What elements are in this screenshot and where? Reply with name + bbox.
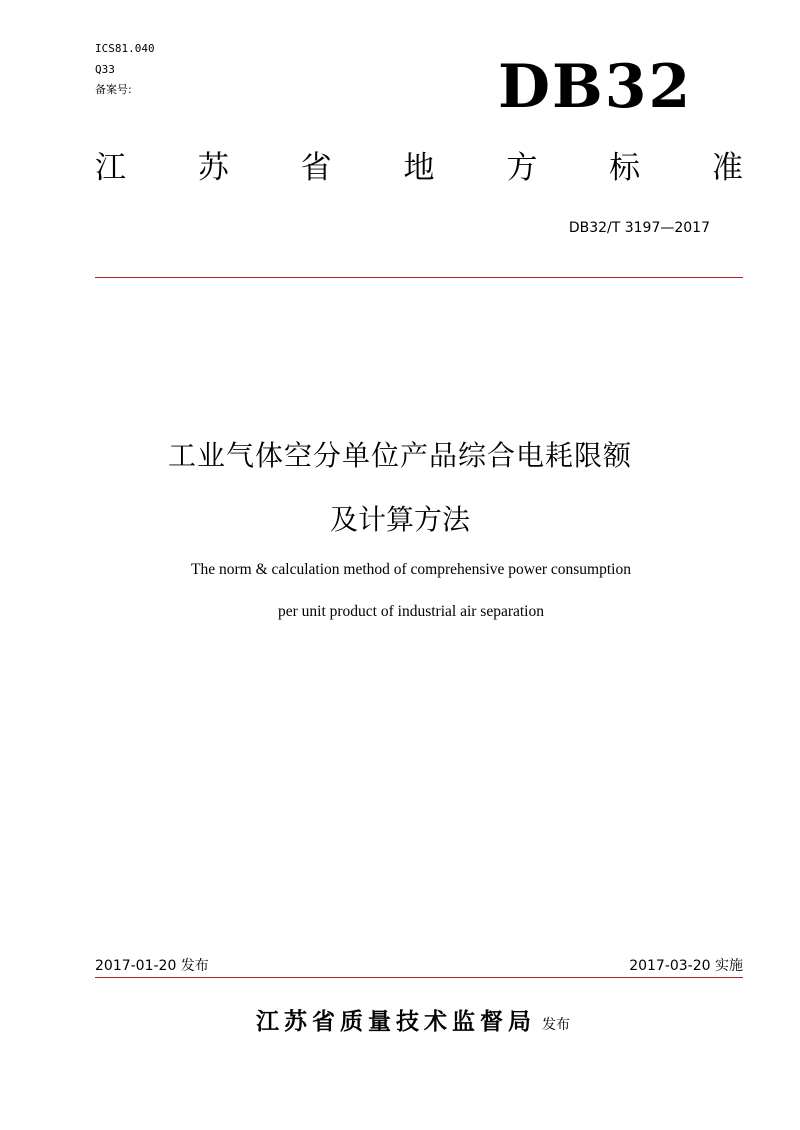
standard-logo: DB32 (498, 52, 693, 122)
ccs-code: Q33 (95, 63, 115, 76)
implementation-date: 2017-03-20 实施 (629, 958, 743, 974)
ics-code: ICS81.040 (95, 42, 155, 55)
publisher (0, 1003, 800, 1036)
title-cn-line2: 及计算方法 (329, 503, 470, 536)
top-divider (95, 277, 743, 278)
standard-type-char: 苏 (197, 150, 229, 186)
standard-type-char: 标 (609, 150, 641, 186)
standard-type-char: 准 (711, 150, 743, 186)
issue-date: 2017-01-20 发布 (95, 958, 209, 974)
bottom-divider (95, 977, 743, 978)
standard-type-char: 方 (506, 150, 538, 186)
title-en-line1: The norm & calculation method of comprehensive power consumption (191, 561, 631, 578)
title-en-line2: per unit product of industrial air separation (277, 603, 544, 620)
publisher-suffix: 发布 (542, 1017, 570, 1033)
standard-type-char: 省 (300, 150, 332, 186)
standard-type-heading (95, 148, 743, 188)
filing-number-label: 备案号: (95, 83, 132, 96)
standard-number: DB32/T 3197—2017 (568, 220, 710, 236)
title-cn-line1: 工业气体空分单位产品综合电耗限额 (167, 439, 632, 472)
publisher-name: 江苏省质量技术监督局 (256, 1009, 536, 1035)
standard-type-char: 地 (403, 150, 435, 186)
standard-type-char: 江 (95, 150, 126, 186)
